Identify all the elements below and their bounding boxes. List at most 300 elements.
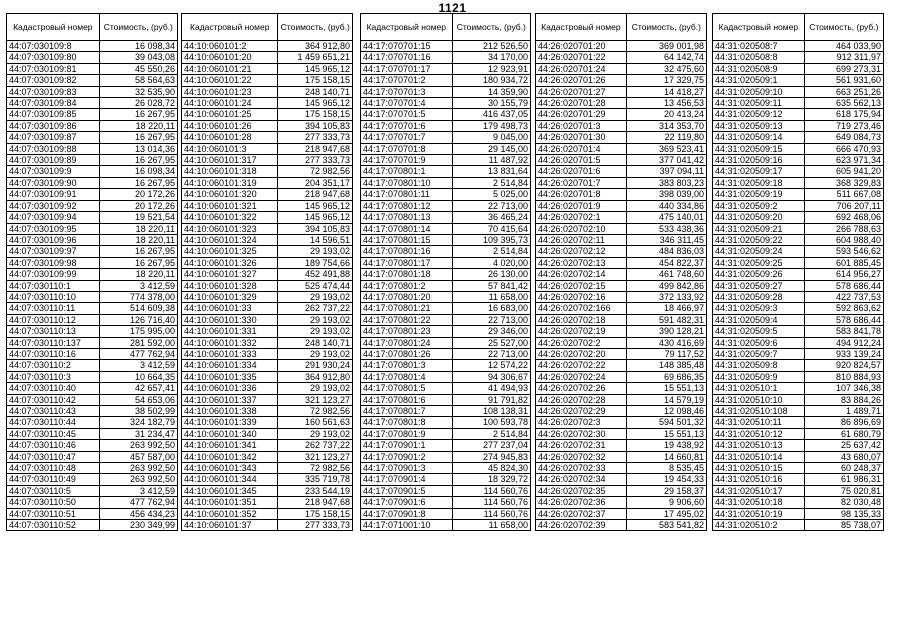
cadastral-number-cell: 44:26:020702:3	[536, 417, 627, 428]
table-row	[361, 417, 531, 428]
cadastral-number-cell: 44:17:070801:7	[361, 406, 453, 417]
table-row	[182, 451, 353, 462]
cadastral-number-cell: 44:10:060101:28	[182, 132, 278, 143]
cadastral-number-cell: 44:26:020701:30	[536, 132, 627, 143]
table-row	[713, 428, 884, 439]
table-row	[536, 394, 707, 405]
table-row	[536, 348, 707, 359]
cadastral-number-cell: 44:07:030110:13	[7, 326, 100, 337]
cadastral-number-cell: 44:26:020701:5	[536, 155, 627, 166]
cadastral-number-cell: 44:07:030110:48	[7, 463, 100, 474]
table-row	[7, 485, 178, 496]
cost-cell: 175 158,15	[278, 508, 353, 519]
cadastral-number-cell: 44:17:070801:23	[361, 326, 453, 337]
table-row	[182, 440, 353, 451]
table-row	[536, 303, 707, 314]
cost-cell: 114 560,76	[452, 508, 530, 519]
table-row	[361, 406, 531, 417]
cadastral-number-cell: 44:10:060101:341	[182, 440, 278, 451]
table-row	[713, 314, 884, 325]
table-row	[361, 177, 531, 188]
cost-cell: 11 658,00	[452, 291, 530, 302]
table-row	[361, 508, 531, 519]
cost-cell: 31 234,47	[99, 428, 177, 439]
cost-cell: 16 267,95	[99, 257, 177, 268]
cost-cell: 369 523,41	[626, 143, 706, 154]
table-row	[536, 280, 707, 291]
cadastral-number-cell: 44:31:020509:7	[713, 348, 805, 359]
cadastral-number-cell: 44:26:020702:15	[536, 280, 627, 291]
cost-cell: 456 434,23	[99, 508, 177, 519]
cost-cell: 4 020,00	[452, 257, 530, 268]
cost-cell: 15 551,13	[626, 428, 706, 439]
table-row	[7, 371, 178, 382]
cadastral-number-cell: 44:31:020509:8	[713, 360, 805, 371]
cadastral-number-cell: 44:10:060101:330	[182, 314, 278, 325]
cost-cell: 614 956,27	[804, 269, 883, 280]
cost-cell: 13 014,36	[99, 143, 177, 154]
table-row	[361, 497, 531, 508]
table-row	[7, 41, 178, 52]
cost-cell: 98 135,33	[804, 508, 883, 519]
table-row	[713, 223, 884, 234]
cost-cell: 604 988,40	[804, 234, 883, 245]
table-row	[361, 383, 531, 394]
cost-cell: 14 579,19	[626, 394, 706, 405]
cost-cell: 29 193,02	[278, 246, 353, 257]
cadastral-number-cell: 44:10:060101:37	[182, 520, 278, 531]
cadastral-number-cell: 44:31:020508:8	[713, 52, 805, 63]
table-row	[182, 474, 353, 485]
cadastral-number-cell: 44:26:020701:26	[536, 75, 627, 86]
table-row	[7, 314, 178, 325]
table-row	[7, 428, 178, 439]
cadastral-number-cell: 44:26:020702:29	[536, 406, 627, 417]
cost-cell: 3 412,59	[99, 485, 177, 496]
cost-cell: 14 660,81	[626, 451, 706, 462]
table-row	[182, 257, 353, 268]
table-row	[361, 132, 531, 143]
table-row	[713, 212, 884, 223]
cadastral-number-cell: 44:17:070801:11	[361, 189, 453, 200]
cadastral-number-cell: 44:31:020509:22	[713, 234, 805, 245]
cost-cell: 248 140,71	[278, 86, 353, 97]
cost-cell: 692 468,06	[804, 212, 883, 223]
cost-cell: 54 653,06	[99, 394, 177, 405]
table-row	[536, 337, 707, 348]
cadastral-number-cell: 44:26:020702:18	[536, 314, 627, 325]
table-row	[182, 41, 353, 52]
cost-cell: 618 175,94	[804, 109, 883, 120]
table-row	[7, 166, 178, 177]
cadastral-number-cell: 44:07:030110:12	[7, 314, 100, 325]
cadastral-number-cell: 44:17:070701:16	[361, 52, 453, 63]
cost-cell: 204 351,17	[278, 177, 353, 188]
cost-cell: 22 713,00	[452, 314, 530, 325]
cost-cell: 5 025,00	[452, 189, 530, 200]
cost-cell: 108 138,31	[452, 406, 530, 417]
table-row	[7, 98, 178, 109]
cost-cell: 394 105,83	[278, 223, 353, 234]
cost-cell: 233 544,19	[278, 485, 353, 496]
cadastral-number-cell: 44:10:060101:25	[182, 109, 278, 120]
table-row	[536, 406, 707, 417]
table-row	[7, 440, 178, 451]
cadastral-number-cell: 44:07:030109:99	[7, 269, 100, 280]
table-row	[182, 280, 353, 291]
table-row	[182, 120, 353, 131]
table-row	[182, 337, 353, 348]
cost-cell: 12 574,22	[452, 360, 530, 371]
cadastral-number-cell: 44:10:060101:343	[182, 463, 278, 474]
header-cadastral-number: Кадастровый номер	[361, 14, 453, 41]
cadastral-number-cell: 44:26:020702:24	[536, 371, 627, 382]
cadastral-number-cell: 44:17:070901:5	[361, 485, 453, 496]
table-row	[536, 166, 707, 177]
cost-cell: 8 535,45	[626, 463, 706, 474]
table-row	[713, 63, 884, 74]
cadastral-number-cell: 44:26:020701:4	[536, 143, 627, 154]
cadastral-number-cell: 44:07:030110:11	[7, 303, 100, 314]
cost-cell: 109 395,73	[452, 234, 530, 245]
table-row	[182, 406, 353, 417]
cadastral-number-cell: 44:07:030109:92	[7, 200, 100, 211]
cadastral-number-cell: 44:26:020702:14	[536, 269, 627, 280]
cadastral-number-cell: 44:07:030109:84	[7, 98, 100, 109]
table-row	[361, 348, 531, 359]
cadastral-number-cell: 44:17:070801:17	[361, 257, 453, 268]
cost-cell: 484 836,03	[626, 246, 706, 257]
header-cost: Стоимость, (руб.)	[278, 14, 353, 41]
table-row	[361, 280, 531, 291]
cost-cell: 82 030,48	[804, 497, 883, 508]
cost-cell: 416 437,05	[452, 109, 530, 120]
cost-cell: 13 831,64	[452, 166, 530, 177]
cadastral-number-cell: 44:07:030110:43	[7, 406, 100, 417]
cost-cell: 372 133,92	[626, 291, 706, 302]
cadastral-number-cell: 44:07:030110:42	[7, 394, 100, 405]
cost-cell: 18 329,72	[452, 474, 530, 485]
cadastral-number-cell: 44:10:060101:26	[182, 120, 278, 131]
cost-cell: 430 416,69	[626, 337, 706, 348]
table-row	[536, 177, 707, 188]
table-row	[7, 291, 178, 302]
cost-cell: 114 560,76	[452, 485, 530, 496]
table-row	[361, 474, 531, 485]
cadastral-number-cell: 44:31:020510:15	[713, 463, 805, 474]
header-cost: Стоимость, (руб.)	[452, 14, 530, 41]
cadastral-number-cell: 44:10:060101:327	[182, 269, 278, 280]
cost-cell: 218 947,68	[278, 189, 353, 200]
cost-cell: 277 333,73	[278, 155, 353, 166]
cost-cell: 38 502,99	[99, 406, 177, 417]
table-row	[182, 143, 353, 154]
cadastral-number-cell: 44:26:020702:10	[536, 223, 627, 234]
cadastral-number-cell: 44:17:070801:1	[361, 166, 453, 177]
table-row	[7, 360, 178, 371]
table-row	[713, 269, 884, 280]
cadastral-number-cell: 44:26:020702:19	[536, 326, 627, 337]
cadastral-number-cell: 44:26:020701:22	[536, 52, 627, 63]
cadastral-number-cell: 44:07:030110:46	[7, 440, 100, 451]
cost-cell: 145 965,12	[278, 63, 353, 74]
cost-cell: 440 334,86	[626, 200, 706, 211]
cadastral-number-cell: 44:17:070801:12	[361, 200, 453, 211]
table-row	[7, 451, 178, 462]
table-row	[536, 98, 707, 109]
cost-cell: 397 094,11	[626, 166, 706, 177]
cost-cell: 18 220,11	[99, 120, 177, 131]
cost-cell: 16 098,34	[99, 166, 177, 177]
cadastral-number-cell: 44:26:020702:31	[536, 440, 627, 451]
cadastral-number-cell: 44:07:030110:10	[7, 291, 100, 302]
table-row	[7, 63, 178, 74]
table-row	[7, 155, 178, 166]
table-row	[182, 463, 353, 474]
cadastral-number-cell: 44:31:020509:1	[713, 75, 805, 86]
cadastral-number-cell: 44:17:070901:3	[361, 463, 453, 474]
cost-cell: 1 459 651,21	[278, 52, 353, 63]
cost-cell: 29 193,02	[278, 326, 353, 337]
table-row	[182, 485, 353, 496]
cadastral-number-cell: 44:26:020701:28	[536, 98, 627, 109]
cadastral-number-cell: 44:17:070801:8	[361, 417, 453, 428]
table-row	[536, 246, 707, 257]
table-row	[536, 383, 707, 394]
cadastral-number-cell: 44:31:020509:16	[713, 155, 805, 166]
cost-cell: 41 494,93	[452, 383, 530, 394]
table-row	[7, 463, 178, 474]
cost-cell: 2 514,84	[452, 246, 530, 257]
cadastral-number-cell: 44:31:020509:27	[713, 280, 805, 291]
table-row	[713, 348, 884, 359]
cadastral-number-cell: 44:10:060101:333	[182, 348, 278, 359]
cadastral-number-cell: 44:26:020702:11	[536, 234, 627, 245]
cost-cell: 578 686,44	[804, 280, 883, 291]
cadastral-number-cell: 44:17:070801:4	[361, 371, 453, 382]
table-row	[536, 440, 707, 451]
cost-cell: 394 105,83	[278, 120, 353, 131]
table-row	[713, 497, 884, 508]
table-row	[182, 200, 353, 211]
cost-cell: 248 140,71	[278, 337, 353, 348]
table-row	[182, 269, 353, 280]
table-row	[713, 451, 884, 462]
table-row	[713, 120, 884, 131]
cost-cell: 464 033,90	[804, 41, 883, 52]
cadastral-number-cell: 44:17:070801:15	[361, 234, 453, 245]
page-number: 1121	[438, 1, 467, 15]
table-row	[536, 417, 707, 428]
table-row	[536, 234, 707, 245]
cost-cell: 933 139,24	[804, 348, 883, 359]
cadastral-number-cell: 44:26:020702:39	[536, 520, 627, 531]
cadastral-number-cell: 44:07:030109:80	[7, 52, 100, 63]
table-row	[361, 303, 531, 314]
cadastral-number-cell: 44:31:020509:19	[713, 189, 805, 200]
table-row	[182, 75, 353, 86]
cost-cell: 699 273,31	[804, 63, 883, 74]
table-row	[182, 371, 353, 382]
cost-cell: 29 193,02	[278, 428, 353, 439]
cadastral-number-cell: 44:07:030109:87	[7, 132, 100, 143]
cost-cell: 583 541,82	[626, 520, 706, 531]
cost-cell: 22 713,00	[452, 200, 530, 211]
cost-cell: 719 273,46	[804, 120, 883, 131]
table-row	[182, 166, 353, 177]
cost-cell: 281 592,00	[99, 337, 177, 348]
cadastral-number-cell: 44:17:070701:8	[361, 143, 453, 154]
cost-cell: 34 170,00	[452, 52, 530, 63]
cost-cell: 86 896,69	[804, 417, 883, 428]
cadastral-number-cell: 44:10:060101:3	[182, 143, 278, 154]
cadastral-number-cell: 44:26:020702:26	[536, 383, 627, 394]
cost-cell: 262 737,22	[278, 303, 353, 314]
table-row	[7, 52, 178, 63]
cost-cell: 145 965,12	[278, 200, 353, 211]
cost-cell: 179 498,73	[452, 120, 530, 131]
table-row	[361, 41, 531, 52]
cadastral-number-cell: 44:31:020509:26	[713, 269, 805, 280]
cost-cell: 18 220,11	[99, 234, 177, 245]
cadastral-number-cell: 44:10:060101:325	[182, 246, 278, 257]
table-row	[182, 63, 353, 74]
table-row	[361, 234, 531, 245]
cost-cell: 64 142,74	[626, 52, 706, 63]
cost-cell: 324 182,79	[99, 417, 177, 428]
cost-cell: 377 041,42	[626, 155, 706, 166]
cost-cell: 475 140,01	[626, 212, 706, 223]
cost-cell: 19 454,33	[626, 474, 706, 485]
cadastral-number-cell: 44:17:070801:20	[361, 291, 453, 302]
table-row	[182, 291, 353, 302]
table-row	[361, 463, 531, 474]
table-row	[182, 52, 353, 63]
cadastral-number-cell: 44:10:060101:336	[182, 383, 278, 394]
cost-cell: 12 098,46	[626, 406, 706, 417]
table-row	[713, 326, 884, 337]
cadastral-number-cell: 44:31:020510:13	[713, 440, 805, 451]
cost-cell: 383 803,23	[626, 177, 706, 188]
cadastral-number-cell: 44:07:030110:44	[7, 417, 100, 428]
table-row	[7, 303, 178, 314]
cadastral-number-cell: 44:17:070701:2	[361, 75, 453, 86]
cost-cell: 29 145,00	[452, 143, 530, 154]
table-row	[361, 120, 531, 131]
cadastral-number-cell: 44:10:060101:21	[182, 63, 278, 74]
table-row	[361, 246, 531, 257]
table-row	[361, 189, 531, 200]
cost-cell: 29 193,02	[278, 383, 353, 394]
table-row	[536, 132, 707, 143]
cadastral-number-cell: 44:17:070701:7	[361, 132, 453, 143]
cost-cell: 180 934,72	[452, 75, 530, 86]
cadastral-number-cell: 44:26:020702:30	[536, 428, 627, 439]
cadastral-number-cell: 44:31:020509:17	[713, 166, 805, 177]
cost-cell: 175 158,15	[278, 75, 353, 86]
cost-cell: 494 912,24	[804, 337, 883, 348]
cost-cell: 72 982,56	[278, 166, 353, 177]
cadastral-number-cell: 44:26:020701:3	[536, 120, 627, 131]
cadastral-number-cell: 44:10:060101:342	[182, 451, 278, 462]
cost-cell: 263 992,50	[99, 463, 177, 474]
table-row	[536, 520, 707, 531]
cost-cell: 18 220,11	[99, 223, 177, 234]
table-row	[182, 508, 353, 519]
cost-cell: 533 438,36	[626, 223, 706, 234]
cadastral-number-cell: 44:31:020510:17	[713, 485, 805, 496]
table-row	[361, 75, 531, 86]
table-row	[713, 246, 884, 257]
cadastral-number-cell: 44:07:030109:85	[7, 109, 100, 120]
cost-cell: 263 992,50	[99, 474, 177, 485]
table-row	[182, 314, 353, 325]
cost-cell: 912 311,97	[804, 52, 883, 63]
cadastral-number-cell: 44:31:020509:2	[713, 200, 805, 211]
cadastral-number-cell: 44:26:020701:6	[536, 166, 627, 177]
cost-cell: 70 415,64	[452, 223, 530, 234]
cadastral-number-cell: 44:07:030110:1	[7, 280, 100, 291]
cadastral-number-cell: 44:07:030110:49	[7, 474, 100, 485]
cost-cell: 61 986,31	[804, 474, 883, 485]
table-row	[182, 246, 353, 257]
cadastral-number-cell: 44:17:070801:13	[361, 212, 453, 223]
cadastral-number-cell: 44:17:070701:4	[361, 98, 453, 109]
cost-cell: 126 716,40	[99, 314, 177, 325]
cadastral-number-cell: 44:31:020509:6	[713, 337, 805, 348]
cadastral-number-cell: 44:17:070801:2	[361, 280, 453, 291]
header-cost: Стоимость, (руб.)	[99, 14, 177, 41]
cadastral-number-cell: 44:10:060101:328	[182, 280, 278, 291]
table-row	[536, 86, 707, 97]
cadastral-number-cell: 44:17:070801:24	[361, 337, 453, 348]
cost-cell: 75 020,81	[804, 485, 883, 496]
table-row	[361, 394, 531, 405]
table-row	[713, 86, 884, 97]
cost-cell: 291 930,24	[278, 360, 353, 371]
cadastral-number-cell: 44:07:030110:5	[7, 485, 100, 496]
table-row	[536, 360, 707, 371]
cadastral-number-cell: 44:31:020509:13	[713, 120, 805, 131]
cadastral-number-cell: 44:17:070801:22	[361, 314, 453, 325]
header-cost: Стоимость, (руб.)	[626, 14, 706, 41]
table-row	[713, 41, 884, 52]
table-row	[361, 98, 531, 109]
cadastral-number-cell: 44:10:060101:321	[182, 200, 278, 211]
cadastral-number-cell: 44:17:070701:15	[361, 41, 453, 52]
cadastral-number-cell: 44:17:070701:17	[361, 63, 453, 74]
table-row	[713, 383, 884, 394]
cadastral-number-cell: 44:10:060101:345	[182, 485, 278, 496]
table-row	[361, 212, 531, 223]
table-row	[713, 485, 884, 496]
table-row	[536, 41, 707, 52]
cadastral-number-cell: 44:10:060101:23	[182, 86, 278, 97]
table-row	[7, 269, 178, 280]
cadastral-number-cell: 44:31:020509:14	[713, 132, 805, 143]
cost-cell: 364 912,80	[278, 371, 353, 382]
cost-cell: 810 884,93	[804, 371, 883, 382]
cost-cell: 45 824,30	[452, 463, 530, 474]
cost-cell: 277 333,73	[278, 520, 353, 531]
table-row	[536, 189, 707, 200]
table-row	[536, 497, 707, 508]
cadastral-number-cell: 44:31:020509:18	[713, 177, 805, 188]
table-row	[182, 109, 353, 120]
cadastral-number-cell: 44:07:030109:97	[7, 246, 100, 257]
table-row	[7, 86, 178, 97]
table-row	[713, 200, 884, 211]
